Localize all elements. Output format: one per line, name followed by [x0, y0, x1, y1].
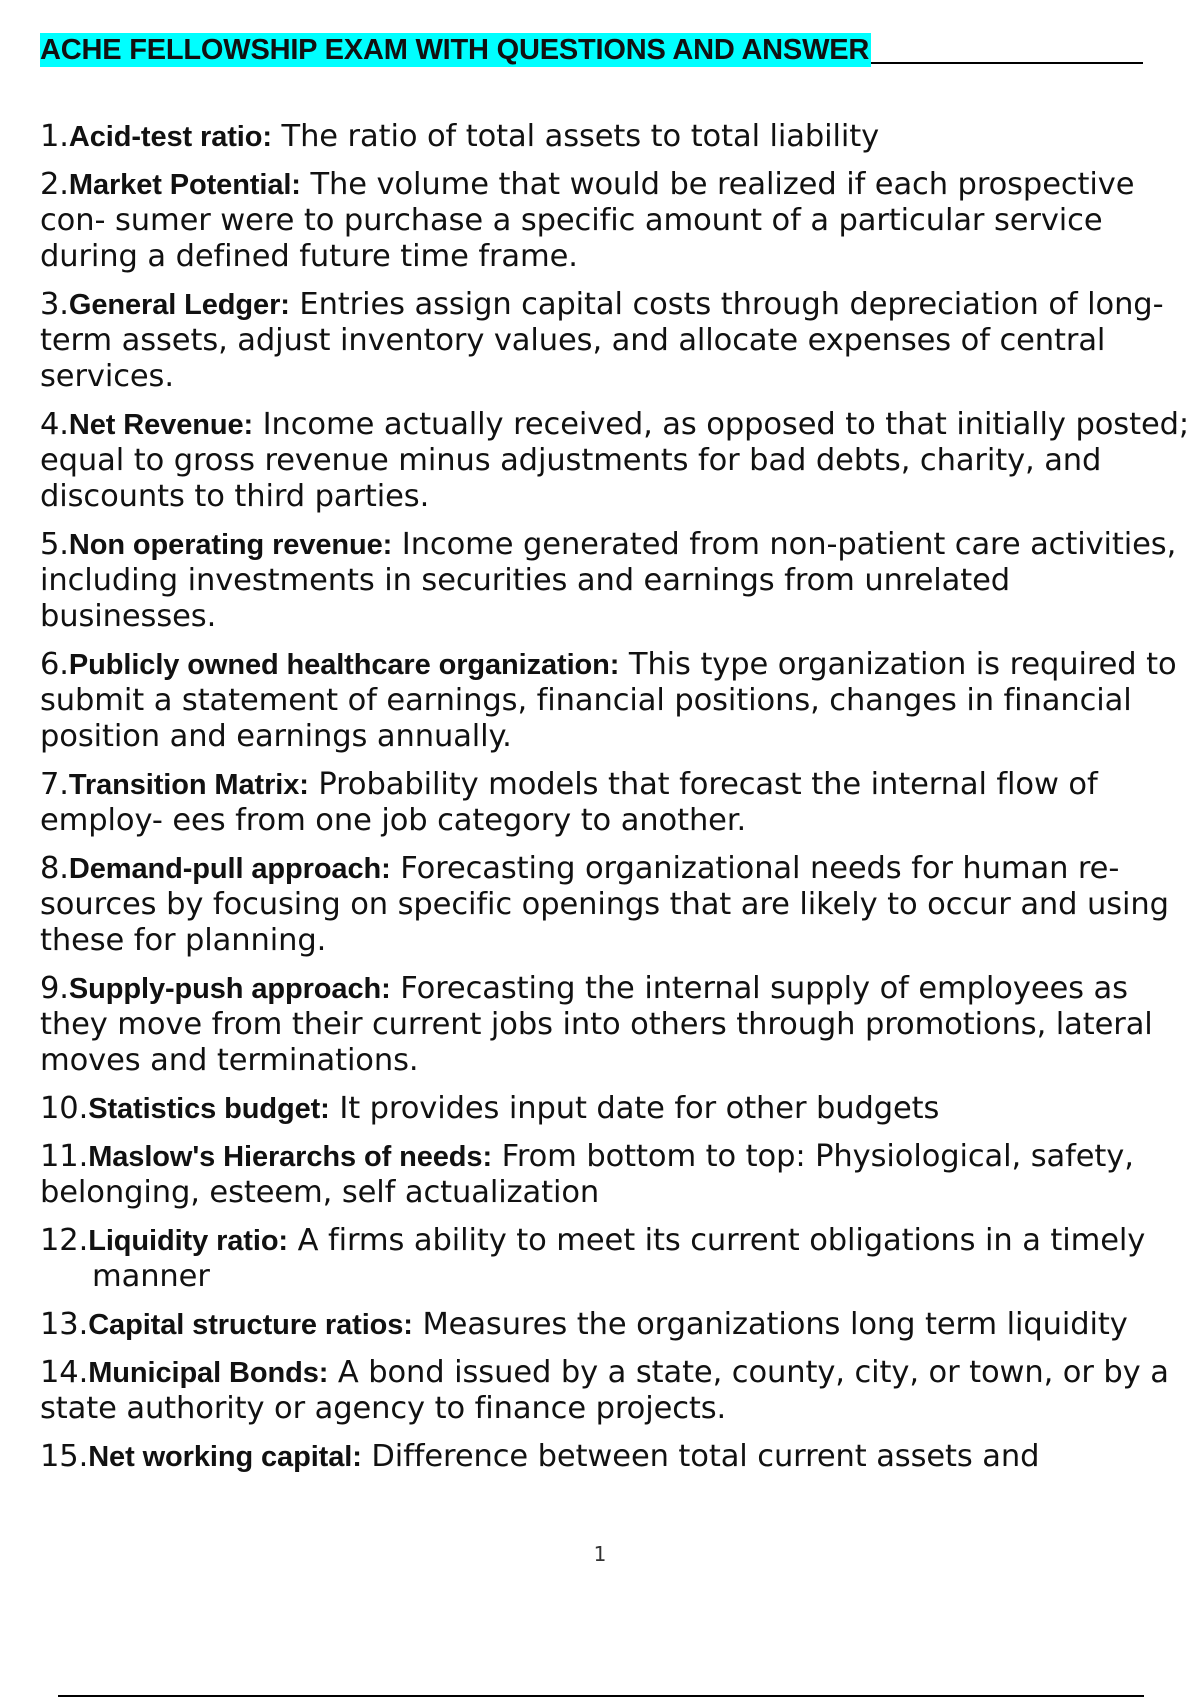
item-definition: Forecasting the internal supply of employees as they move from their current jobs into others through promotions, lateral moves and terminations.	[40, 971, 1153, 1078]
item-term: Capital structure ratios:	[88, 1309, 413, 1341]
item-number: 6.	[40, 647, 69, 682]
item-number: 5.	[40, 527, 69, 562]
list-item	[40, 1139, 1190, 1211]
qa-list	[40, 119, 1190, 1487]
list-item	[40, 407, 1190, 515]
item-definition: Entries assign capital costs through depreciation of long-term assets, adjust inventory values, and allocate expenses of central services.	[40, 287, 1164, 394]
list-item	[40, 1439, 1190, 1475]
item-term: Supply-push approach:	[68, 973, 391, 1005]
item-definition: Probability models that forecast the internal flow of employ- ees from one job category to another.	[40, 767, 1098, 838]
list-item	[40, 1091, 1190, 1127]
item-term: Transition Matrix:	[68, 769, 309, 801]
item-definition: It provides input date for other budgets	[329, 1091, 940, 1126]
footer-divider	[58, 1695, 1144, 1697]
item-number: 1.	[40, 119, 69, 154]
item-definition: A firms ability to meet its current obligations in a timely manner	[92, 1223, 1146, 1294]
item-term: Acid-test ratio:	[68, 121, 272, 153]
item-number: 13.	[40, 1307, 89, 1342]
item-term: Publicly owned healthcare organization:	[68, 649, 620, 681]
item-definition: Measures the organizations long term liquidity	[412, 1307, 1128, 1342]
item-definition: This type organization is required to submit a statement of earnings, financial positions, changes in financial position and earnings annually.	[40, 647, 1177, 754]
item-definition: Forecasting organizational needs for human re- sources by focusing on specific openings that are likely to occur and using these for planning.	[40, 851, 1169, 958]
item-term: Maslow's Hierarchs of needs:	[88, 1141, 492, 1173]
item-number: 2.	[40, 167, 69, 202]
item-number: 3.	[40, 287, 69, 322]
item-number: 14.	[40, 1355, 89, 1390]
list-item	[40, 1223, 1190, 1295]
list-item	[40, 1355, 1190, 1427]
list-item	[40, 527, 1190, 635]
item-definition: Difference between total current assets and	[361, 1439, 1040, 1474]
item-number: 11.	[40, 1139, 89, 1174]
item-number: 7.	[40, 767, 69, 802]
list-item	[40, 767, 1190, 839]
list-item	[40, 1307, 1190, 1343]
list-item	[40, 647, 1190, 755]
item-term: Non operating revenue:	[68, 529, 393, 561]
item-number: 10.	[40, 1091, 89, 1126]
item-definition: Income generated from non-patient care activities, including investments in securities and earnings from unrelated businesses.	[40, 527, 1177, 634]
item-number: 12.	[40, 1223, 89, 1258]
list-item	[40, 119, 1190, 155]
item-number: 15.	[40, 1439, 89, 1474]
item-term: Net Revenue:	[68, 409, 254, 441]
item-term: Statistics budget:	[88, 1093, 330, 1125]
item-definition: Income actually received, as opposed to that initially posted; equal to gross revenue minus adjustments for bad debts, charity, and discounts to third parties.	[40, 407, 1190, 514]
item-number: 4.	[40, 407, 69, 442]
item-definition: A bond issued by a state, county, city, or town, or by a state authority or agency to finance projects.	[40, 1355, 1169, 1426]
item-term: Market Potential:	[68, 169, 301, 201]
item-definition: From bottom to top: Physiological, safety, belonging, esteem, self actualization	[40, 1139, 1134, 1210]
list-item	[40, 851, 1190, 959]
item-term: General Ledger:	[68, 289, 290, 321]
item-term: Liquidity ratio:	[88, 1225, 288, 1257]
list-item	[40, 971, 1190, 1079]
item-term: Demand-pull approach:	[68, 853, 391, 885]
item-number: 8.	[40, 851, 69, 886]
item-definition: The ratio of total assets to total liability	[271, 119, 880, 154]
list-item	[40, 287, 1190, 395]
item-number: 9.	[40, 971, 69, 1006]
page-number: 1	[593, 1542, 607, 1566]
item-definition: The volume that would be realized if each prospective con- sumer were to purchase a specific amount of a particular service during a defined future time frame.	[40, 167, 1135, 274]
item-term: Municipal Bonds:	[88, 1357, 329, 1389]
item-term: Net working capital:	[88, 1441, 362, 1473]
document-title: ACHE FELLOWSHIP EXAM WITH QUESTIONS AND ANSWER	[40, 34, 870, 66]
list-item	[40, 167, 1190, 275]
title-row	[40, 33, 1143, 64]
